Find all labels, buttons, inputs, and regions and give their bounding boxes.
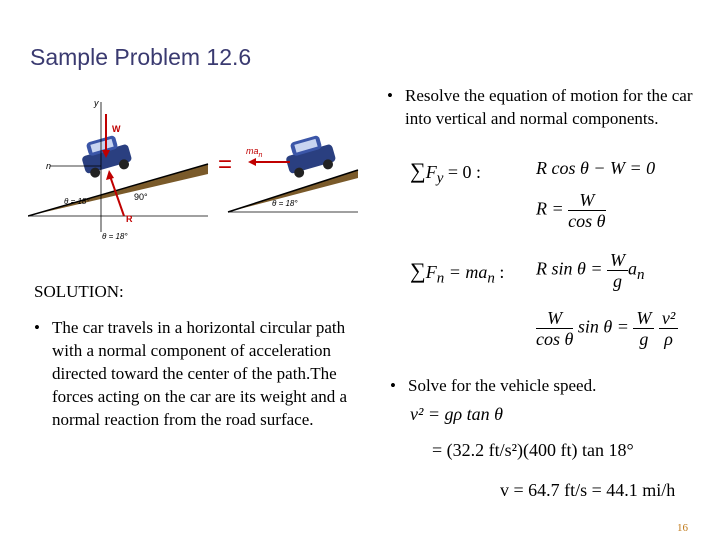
free-body-diagram — [28, 94, 368, 244]
left-theta-slope: θ = 18° — [64, 197, 90, 206]
right-theta-slope: θ = 18° — [272, 199, 298, 208]
bullet-dot: • — [387, 86, 393, 105]
left-theta-normal: θ = 18° — [102, 232, 128, 241]
bullet-dot: • — [34, 318, 40, 337]
bullet-car-travels — [34, 316, 374, 431]
eq-numeric: = (32.2 ft/s²)(400 ft) tan 18° — [432, 440, 634, 460]
bullet-car-travels-text: The car travels in a horizontal circular path with a normal component of acceleration directed toward the center of the path.The forces acting on the car are its weight and a normal reaction from the road surface. — [52, 318, 348, 429]
eq-combined: $\frac{W}{\text{cos θ}}$ sin θ = $\frac{W}{g}$ $\frac{\text{v²}}{\rho}$ — [536, 308, 678, 349]
eq-sum-fy: $\sum F_y = 0$ : — [410, 158, 482, 187]
ma-label: $ma_n$ — [246, 146, 263, 159]
reaction-label: R — [126, 214, 133, 224]
bullet-solve-speed — [390, 374, 710, 397]
eq-v2: v² = gρ tan θ — [410, 404, 504, 424]
right-car — [282, 132, 338, 180]
angle-90-label: 90° — [134, 192, 148, 202]
eq-normal: R sin θ = $\frac{W}{g}$ $a_n$ — [536, 250, 645, 291]
eq-vertical: R cos θ − W = 0 — [536, 158, 656, 178]
solution-label: SOLUTION: — [34, 282, 124, 301]
bullet-resolve-text: Resolve the equation of motion for the car into vertical and normal components. — [405, 86, 693, 128]
eq-sum-fn: $\sum F_n = ma_n$ : — [410, 258, 505, 287]
eq-r-expr: R = $\frac{W}{\text{cos θ}}$ — [536, 190, 606, 231]
bullet-resolve — [387, 84, 717, 130]
eq-result: v = 64.7 ft/s = 44.1 mi/h — [500, 480, 676, 500]
bullet-dot: • — [390, 376, 396, 395]
page-number: 16 — [677, 522, 688, 534]
bullet-solve-speed-text: Solve for the vehicle speed. — [408, 376, 597, 395]
weight-label: W — [112, 124, 121, 134]
n-axis-label: n — [46, 161, 52, 171]
figure-equals: = — [218, 151, 233, 178]
y-axis-label: y — [94, 98, 99, 108]
slide-title: Sample Problem 12.6 — [30, 44, 252, 70]
